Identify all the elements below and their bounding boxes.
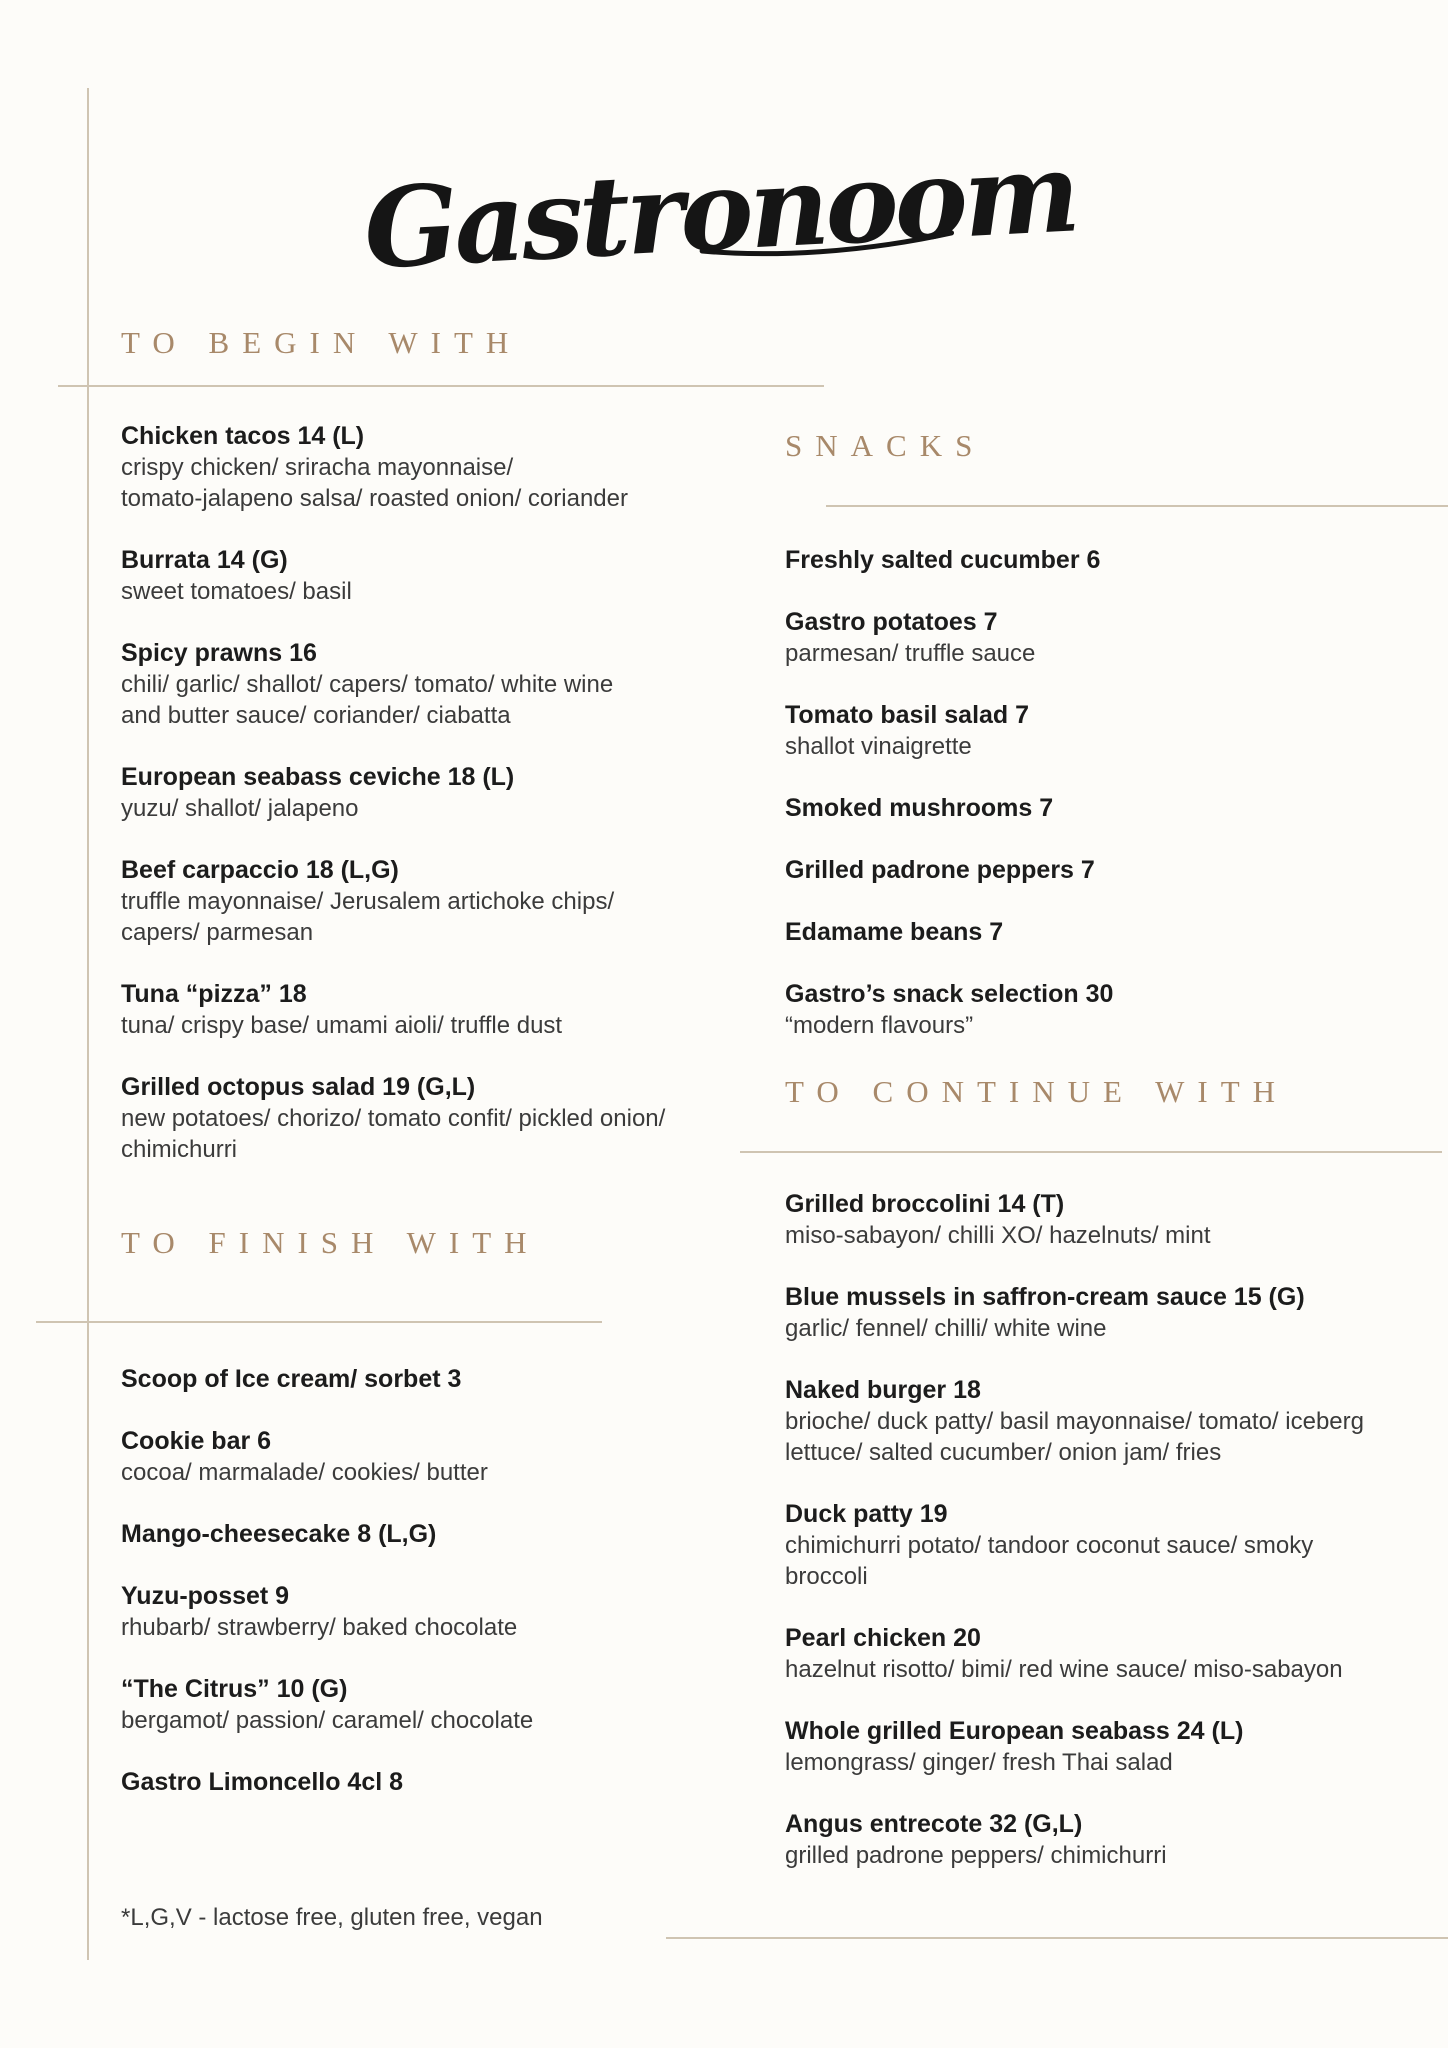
menu-item-name: Mango-cheesecake 8 (L,G) — [121, 1520, 437, 1548]
menu-item — [121, 761, 761, 824]
menu-item — [785, 1281, 1425, 1344]
menu-item-name: Cookie bar 6 — [121, 1427, 272, 1455]
menu-item — [121, 1518, 761, 1550]
snacks-divider — [826, 505, 1448, 507]
section-title-snacks: SNACKS — [785, 428, 986, 463]
menu-item — [121, 1766, 761, 1798]
menu-item-description: lemongrass/ ginger/ fresh Thai salad — [785, 1749, 1173, 1776]
menu-item-description: hazelnut risotto/ bimi/ red wine sauce/ miso-sabayon — [785, 1656, 1343, 1683]
menu-item — [785, 544, 1425, 576]
menu-item-name: Gastro’s snack selection 30 — [785, 980, 1114, 1008]
allergen-footnote: *L,G,V - lactose free, gluten free, vegan — [121, 1904, 543, 1931]
menu-item-description: tuna/ crispy base/ umami aioli/ truffle dust — [121, 1012, 563, 1039]
menu-item — [121, 854, 761, 948]
menu-item — [785, 1188, 1425, 1251]
menu-item-description: truffle mayonnaise/ Jerusalem artichoke chips/ — [121, 888, 615, 915]
gastronoom-logo — [360, 97, 1080, 323]
menu-item-description: chili/ garlic/ shallot/ capers/ tomato/ white wine — [121, 671, 614, 698]
menu-item — [785, 1622, 1425, 1685]
menu-item — [121, 420, 761, 514]
menu-item-name: Grilled octopus salad 19 (G,L) — [121, 1073, 476, 1101]
menu-item-description: crispy chicken/ sriracha mayonnaise/ — [121, 454, 514, 481]
menu-item — [785, 1498, 1425, 1592]
menu-item-name: Whole grilled European seabass 24 (L) — [785, 1717, 1244, 1745]
menu-item — [785, 699, 1425, 762]
menu-item-name: Angus entrecote 32 (G,L) — [785, 1810, 1083, 1838]
menu-item — [785, 792, 1425, 824]
menu-item-name: Blue mussels in saffron-cream sauce 15 (G) — [785, 1283, 1305, 1311]
menu-item-description: lettuce/ salted cucumber/ onion jam/ fries — [785, 1439, 1222, 1466]
menu-item-name: Grilled padrone peppers 7 — [785, 856, 1095, 884]
menu-item-description: shallot vinaigrette — [785, 733, 972, 760]
menu-item-name: Tomato basil salad 7 — [785, 701, 1030, 729]
logo-swash-icon — [465, 97, 975, 323]
menu-item-name: Naked burger 18 — [785, 1376, 981, 1404]
menu-item-name: Grilled broccolini 14 (T) — [785, 1190, 1065, 1218]
menu-item — [785, 854, 1425, 886]
menu-item-description: bergamot/ passion/ caramel/ chocolate — [121, 1707, 534, 1734]
menu-item-name: Yuzu-posset 9 — [121, 1582, 290, 1610]
menu-item-name: Spicy prawns 16 — [121, 639, 317, 667]
menu-item-name: “The Citrus” 10 (G) — [121, 1675, 348, 1703]
menu-item-name: Tuna “pizza” 18 — [121, 980, 307, 1008]
menu-item — [785, 1374, 1425, 1468]
menu-item-name: Chicken tacos 14 (L) — [121, 422, 365, 450]
menu-item — [121, 544, 761, 607]
menu-item-description: broccoli — [785, 1563, 868, 1590]
menu-item-name: Gastro potatoes 7 — [785, 608, 998, 636]
menu-item-name: Duck patty 19 — [785, 1500, 948, 1528]
menu-item-description: grilled padrone peppers/ chimichurri — [785, 1842, 1167, 1869]
menu-item-description: chimichurri potato/ tandoor coconut sauce/ smoky — [785, 1532, 1314, 1559]
menu-item-description: yuzu/ shallot/ jalapeno — [121, 795, 359, 822]
menu-item — [785, 1715, 1425, 1778]
menu-item-description: miso-sabayon/ chilli XO/ hazelnuts/ mint — [785, 1222, 1211, 1249]
menu-item — [785, 1808, 1425, 1871]
menu-item-description: tomato-jalapeno salsa/ roasted onion/ coriander — [121, 485, 628, 512]
left-margin-line — [87, 88, 89, 1960]
menu-item-name: Smoked mushrooms 7 — [785, 794, 1054, 822]
menu-item-description: rhubarb/ strawberry/ baked chocolate — [121, 1614, 518, 1641]
menu-item — [121, 1580, 761, 1643]
section-title-finish: TO FINISH WITH — [121, 1225, 540, 1260]
menu-item — [121, 978, 761, 1041]
finish-items — [121, 1363, 761, 1828]
menu-item-description: and butter sauce/ coriander/ ciabatta — [121, 702, 511, 729]
menu-item — [121, 1071, 761, 1165]
menu-item-name: Gastro Limoncello 4cl 8 — [121, 1768, 404, 1796]
continue-divider — [740, 1151, 1442, 1153]
menu-item — [785, 978, 1425, 1041]
menu-item-description: garlic/ fennel/ chilli/ white wine — [785, 1315, 1107, 1342]
logo-text: Gastronoom — [360, 126, 1080, 294]
menu-item-description: new potatoes/ chorizo/ tomato confit/ pickled onion/ — [121, 1105, 666, 1132]
menu-item-name: Scoop of Ice cream/ sorbet 3 — [121, 1365, 462, 1393]
finish-divider — [36, 1321, 602, 1323]
menu-item-description: brioche/ duck patty/ basil mayonnaise/ tomato/ iceberg — [785, 1408, 1364, 1435]
menu-item-name: Pearl chicken 20 — [785, 1624, 981, 1652]
snacks-items — [785, 544, 1425, 1071]
bottom-divider — [666, 1937, 1448, 1939]
begin-divider — [58, 385, 824, 387]
menu-item — [121, 637, 761, 731]
menu-item-description: parmesan/ truffle sauce — [785, 640, 1036, 667]
menu-item-description: chimichurri — [121, 1136, 238, 1163]
menu-item-name: Edamame beans 7 — [785, 918, 1004, 946]
menu-item-name: Freshly salted cucumber 6 — [785, 546, 1101, 574]
menu-item — [121, 1673, 761, 1736]
menu-item — [121, 1425, 761, 1488]
continue-items — [785, 1188, 1425, 1901]
menu-item-description: cocoa/ marmalade/ cookies/ butter — [121, 1459, 488, 1486]
menu-item-description: sweet tomatoes/ basil — [121, 578, 352, 605]
menu-item-name: Beef carpaccio 18 (L,G) — [121, 856, 399, 884]
menu-item — [785, 916, 1425, 948]
menu-item — [121, 1363, 761, 1395]
section-title-continue: TO CONTINUE WITH — [785, 1074, 1289, 1109]
menu-item-name: European seabass ceviche 18 (L) — [121, 763, 515, 791]
begin-items — [121, 420, 761, 1195]
menu-item-description: capers/ parmesan — [121, 919, 314, 946]
menu-item — [785, 606, 1425, 669]
menu-item-name: Burrata 14 (G) — [121, 546, 288, 574]
menu-item-description: “modern flavours” — [785, 1012, 974, 1039]
section-title-begin: TO BEGIN WITH — [121, 325, 522, 360]
